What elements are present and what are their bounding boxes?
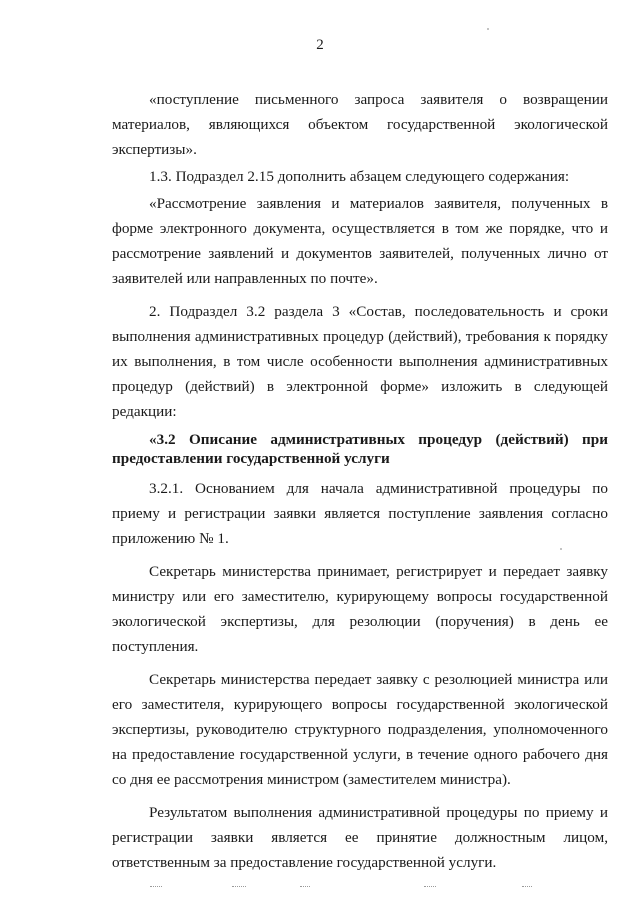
paragraph-quote-continuation: «поступление письменного запроса заявителя о возвращении материалов, являющихся объектом государственной экологической экспертизы». [112,91,608,158]
scan-mark [522,886,532,888]
paragraph-electronic-document: «Рассмотрение заявления и материалов заявителя, полученных в форме электронного документа, осуществляется в том же порядке, что и рассмотрение заявлений и документов заявителей, полученных лично от заявителей или направленных по почте». [112,195,608,287]
scan-mark [232,886,246,888]
paragraph-secretary-registers: Секретарь министерства принимает, регистрирует и передает заявку министру или его заместителю, курирующему вопросы государственной экологической экспертизы, для резолюции (поручения) в день ее поступления. [112,563,608,655]
paragraph-result: Результатом выполнения административной процедуры по приему и регистрации заявки является ее принятие должностным лицом, ответственным за предоставление государственной услуги. [112,804,608,871]
scan-mark [300,886,310,888]
paragraph-3-2-1: 3.2.1. Основанием для начала административной процедуры по приему и регистрации заявки является поступление заявления согласно приложению № 1. [112,480,608,547]
scan-mark [150,886,162,888]
document-body [112,87,608,875]
scan-mark [424,886,436,888]
paragraph-2: 2. Подраздел 3.2 раздела 3 «Состав, последовательность и сроки выполнения административных процедур (действий), требования к порядку их выполнения, в том числе особенности выполнения административных процедур (действий) в электронной форме» изложить в следующей редакции: [112,303,608,420]
scan-speck [560,548,562,550]
scan-artifacts [0,886,640,894]
page-number: 2 [316,37,324,53]
paragraph-secretary-transfers: Секретарь министерства передает заявку с резолюцией министра или его заместителя, курирующего вопросы государственной экологической экспертизы, руководителю структурного подразделения, уполномоченного на предоставление государственной услуги, в течение одного рабочего дня со дня ее рассмотрения министром (заместителем министра). [112,671,608,788]
scan-speck [487,28,489,30]
section-heading-3-2: «3.2 Описание административных процедур (действий) при предоставлении государственной услуги [112,431,608,467]
paragraph-1-3: 1.3. Подраздел 2.15 дополнить абзацем следующего содержания: [149,168,570,185]
